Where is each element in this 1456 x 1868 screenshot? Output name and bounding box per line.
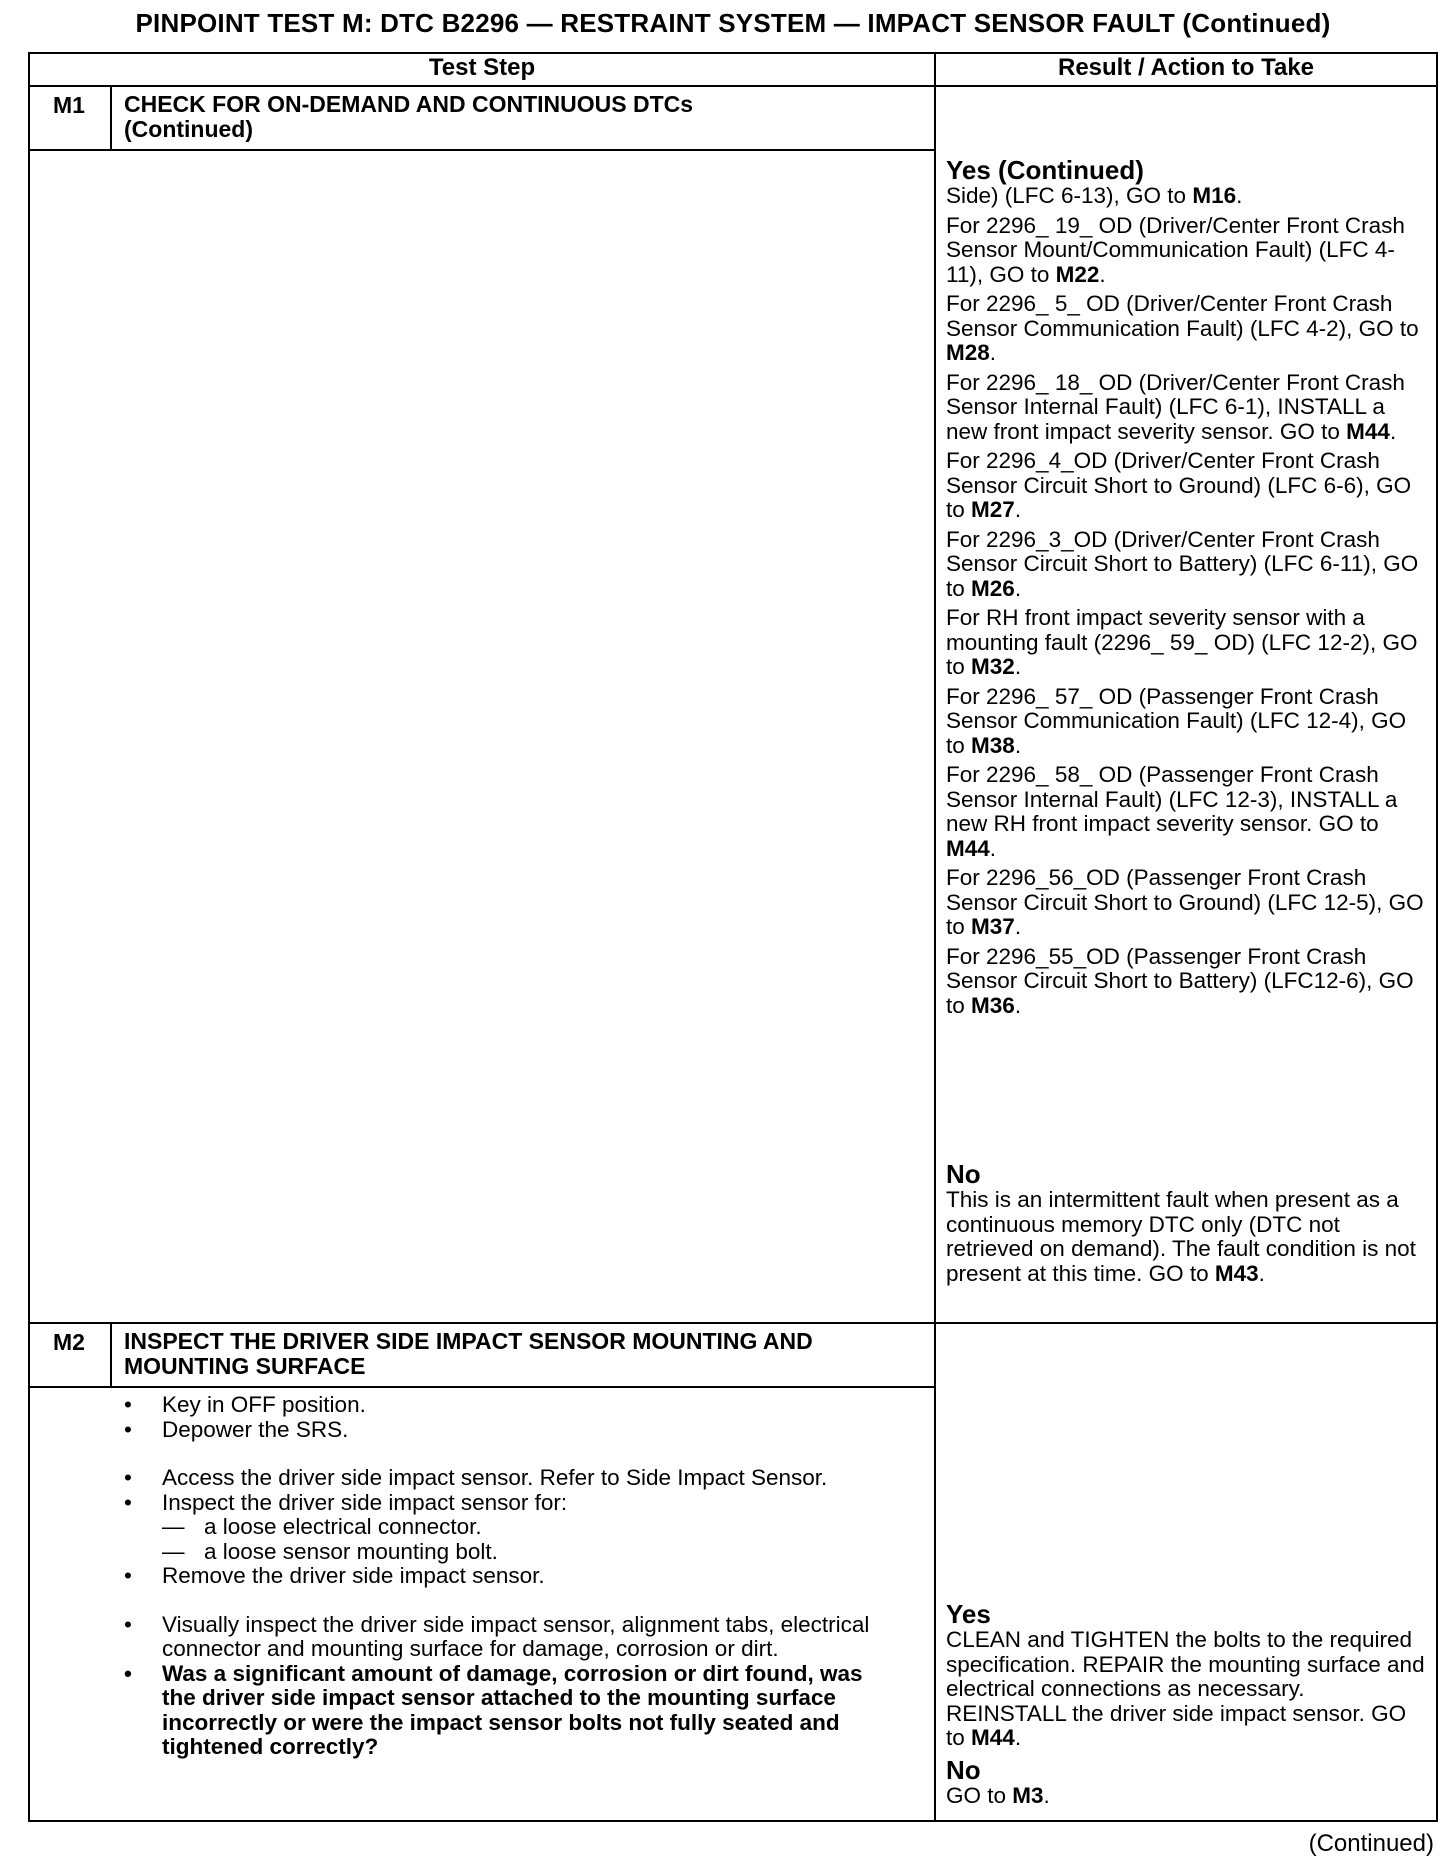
m2-step-item: • Depower the SRS.: [124, 1416, 349, 1442]
m1-result-9: For 2296_56_OD (Passenger Front Crash Sensor Circuit Short to Ground) (LFC 12-5), GO to M37.: [946, 865, 1424, 939]
row-divider: [28, 1322, 1438, 1324]
m2-step-item: • Key in OFF position.: [124, 1392, 366, 1417]
m2-step-title: [124, 1329, 924, 1379]
m2-step-item: • Remove the driver side impact sensor.: [124, 1563, 545, 1588]
m1-result-3: For 2296_ 18_ OD (Driver/Center Front Crash Sensor Internal Fault) (LFC 6-1), INSTALL a new front impact severity sensor. GO to M44.: [946, 369, 1405, 444]
m2-step-list: [120, 1393, 900, 1760]
m2-no-text: GO to M3.: [946, 1782, 1050, 1808]
m2-substep-item: — a loose electrical connector.: [162, 1514, 482, 1539]
m1-results: [946, 156, 1430, 1023]
column-divider: [934, 52, 936, 1822]
header-test-step: Test Step: [428, 54, 536, 81]
m2-step-question: • Was a significant amount of damage, corrosion or dirt found, was the driver side impact sensor attached to the mounting surface incorrectly or were the impact sensor bolts not fully seated and tightened correctly?: [124, 1660, 863, 1759]
m2-title-line1: INSPECT THE DRIVER SIDE IMPACT SENSOR MOUNTING AND: [124, 1328, 813, 1354]
page-title: PINPOINT TEST M: DTC B2296 — RESTRAINT SYSTEM — IMPACT SENSOR FAULT (Continued): [135, 8, 1331, 38]
m2-no-heading: No: [946, 1754, 981, 1785]
m1-result-1: For 2296_ 19_ OD (Driver/Center Front Crash Sensor Mount/Communication Fault) (LFC 4-11), GO to M22.: [946, 212, 1405, 287]
m2-yes-heading: Yes: [946, 1599, 991, 1629]
m1-step-title: [124, 92, 924, 142]
m2-step-item: • Access the driver side impact sensor. Refer to Side Impact Sensor.: [124, 1465, 828, 1490]
m2-step-item: • Inspect the driver side impact sensor for:: [124, 1489, 568, 1515]
m2-code: M2: [53, 1329, 85, 1355]
header-result: Result / Action to Take: [1057, 54, 1315, 81]
m1-result-7: For 2296_ 57_ OD (Passenger Front Crash Sensor Communication Fault) (LFC 12-4), GO to M38.: [946, 683, 1407, 758]
m1-title-line2: (Continued): [124, 116, 254, 142]
m2-step-item: • Visually inspect the driver side impact sensor, alignment tabs, electrical connector and mounting surface for damage, corrosion or dirt.: [124, 1611, 870, 1661]
m1-title-divider: [28, 149, 935, 151]
header-divider: [28, 85, 1438, 87]
m1-result-0: Side) (LFC 6-13), GO to M16.: [946, 183, 1243, 208]
m1-no-heading: No: [946, 1159, 981, 1189]
m2-results: [946, 1600, 1430, 1813]
m1-yes-heading: Yes (Continued): [946, 155, 1144, 185]
m1-result-2: For 2296_ 5_ OD (Driver/Center Front Crash Sensor Communication Fault) (LFC 4-2), GO to M28.: [946, 291, 1419, 365]
m1-no-block: [946, 1160, 1430, 1291]
m2-title-line2: MOUNTING SURFACE: [124, 1353, 366, 1379]
m2-title-divider: [28, 1386, 935, 1388]
m2-substep-item: — a loose sensor mounting bolt.: [162, 1538, 498, 1564]
m1-no-text: This is an intermittent fault when present as a continuous memory DTC only (DTC not retrieved on demand). The fault condition is not present at this time. GO to M43.: [946, 1187, 1416, 1286]
m1-result-6: For RH front impact severity sensor with a mounting fault (2296_ 59_ OD) (LFC 12-2), GO to M32.: [946, 605, 1418, 679]
m1-result-5: For 2296_3_OD (Driver/Center Front Crash Sensor Circuit Short to Battery) (LFC 6-11), GO to M26.: [946, 526, 1419, 601]
m1-result-4: For 2296_4_OD (Driver/Center Front Crash Sensor Circuit Short to Ground) (LFC 6-6), GO to M27.: [946, 448, 1412, 522]
continued-label: (Continued): [1308, 1830, 1434, 1857]
m1-code: M1: [53, 92, 85, 118]
m1-result-10: For 2296_55_OD (Passenger Front Crash Sensor Circuit Short to Battery) (LFC12-6), GO to M36.: [946, 943, 1414, 1018]
m2-yes-text: CLEAN and TIGHTEN the bolts to the required specification. REPAIR the mounting surface and electrical connections as necessary. REINSTALL the driver side impact sensor. GO to M44.: [946, 1627, 1425, 1750]
m1-title-line1: CHECK FOR ON-DEMAND AND CONTINUOUS DTCs: [124, 91, 694, 117]
m1-result-8: For 2296_ 58_ OD (Passenger Front Crash Sensor Internal Fault) (LFC 12-3), INSTALL a new RH front impact severity sensor. GO to M44.: [946, 762, 1398, 861]
